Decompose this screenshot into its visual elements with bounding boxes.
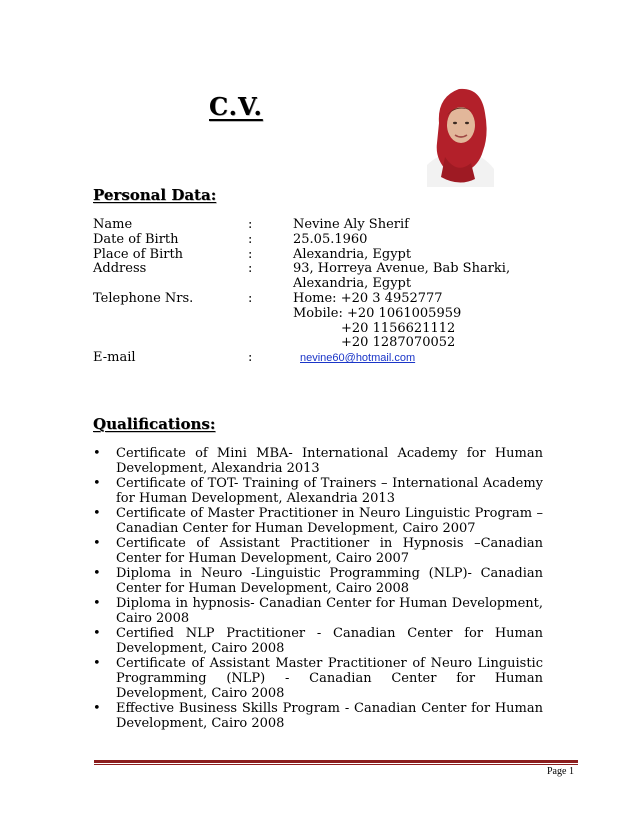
qualification-text: Certificate of Master Practitioner in Neuro Linguistic Program – Canadian Center for Human Development, Cairo 2007 [116,506,543,536]
personal-row-date-of-birth [93,233,553,248]
list-item [93,506,543,536]
bullet-icon: • [93,566,101,581]
document-title: C.V. [209,92,263,121]
row-value: 25.05.1960 [293,231,368,247]
qualification-text: Effective Business Skills Program - Canadian Center for Human Development, Cairo 2008 [116,701,543,731]
qualification-text: Certified NLP Practitioner - Canadian Center for Human Development, Cairo 2008 [116,626,543,656]
profile-photo [427,79,494,187]
row-label: Name [93,217,133,232]
footer-divider-thin [94,764,578,765]
row-label: Address [93,261,147,277]
list-item [93,446,543,476]
list-item [93,476,543,506]
qualifications-heading: Qualifications: [93,415,216,433]
row-value: Home: +20 3 4952777 [293,290,443,306]
personal-data-heading: Personal Data: [93,186,217,204]
personal-row-place-of-birth [93,248,553,263]
bullet-icon: • [93,701,101,716]
qualification-text: Diploma in hypnosis- Canadian Center for Human Development, Cairo 2008 [116,596,543,626]
bullet-icon: • [93,626,101,641]
list-item [93,536,543,566]
qualification-text: Diploma in Neuro -Linguistic Programming (NLP)- Canadian Center for Human Development, Cairo 2008 [116,566,543,596]
bullet-icon: • [93,596,101,611]
list-item [93,656,543,701]
footer-divider [94,760,578,763]
row-label: Place of Birth [93,246,184,262]
row-value: Alexandria, Egypt [293,276,412,292]
list-item [93,701,543,731]
row-colon: : [248,350,253,366]
qualification-text: Certificate of Assistant Practitioner in Hypnosis –Canadian Center for Human Development, Cairo 2007 [116,536,543,566]
row-colon: : [248,231,253,247]
personal-data-table [93,218,553,366]
row-label: Telephone Nrs. [93,290,194,306]
list-item [93,566,543,596]
bullet-icon: • [93,446,101,461]
list-item [93,626,543,656]
email-link[interactable]: nevine60@hotmail.com [300,352,416,365]
row-colon: : [248,217,253,232]
qualifications-list [93,446,543,731]
personal-row-telephone [93,292,553,351]
row-colon: : [248,246,253,262]
row-value: +20 1287070052 [341,335,456,351]
personal-row-address [93,262,553,292]
bullet-icon: • [93,536,101,551]
bullet-icon: • [93,476,101,491]
row-value: +20 1156621112 [341,320,456,336]
row-colon: : [248,290,253,306]
row-value: Nevine Aly Sherif [293,217,409,232]
row-value: Alexandria, Egypt [293,246,412,262]
row-colon: : [248,261,253,277]
row-value: Mobile: +20 1061005959 [293,305,462,321]
bullet-icon: • [93,656,101,671]
personal-row-name [93,218,553,233]
row-label: E-mail [93,350,136,366]
row-value: 93, Horreya Avenue, Bab Sharki, [293,261,511,277]
qualification-text: Certificate of Assistant Master Practitioner of Neuro Linguistic Programming (NLP) - Canadian Center for Human Development, Cairo 2008 [116,656,543,701]
qualification-text: Certificate of Mini MBA- International Academy for Human Development, Alexandria 2013 [116,446,543,476]
page-number: Page 1 [547,766,574,777]
qualification-text: Certificate of TOT- Training of Trainers – International Academy for Human Development, Alexandria 2013 [116,476,543,506]
row-label: Date of Birth [93,231,179,247]
personal-row-email [93,351,553,366]
bullet-icon: • [93,506,101,521]
list-item [93,596,543,626]
